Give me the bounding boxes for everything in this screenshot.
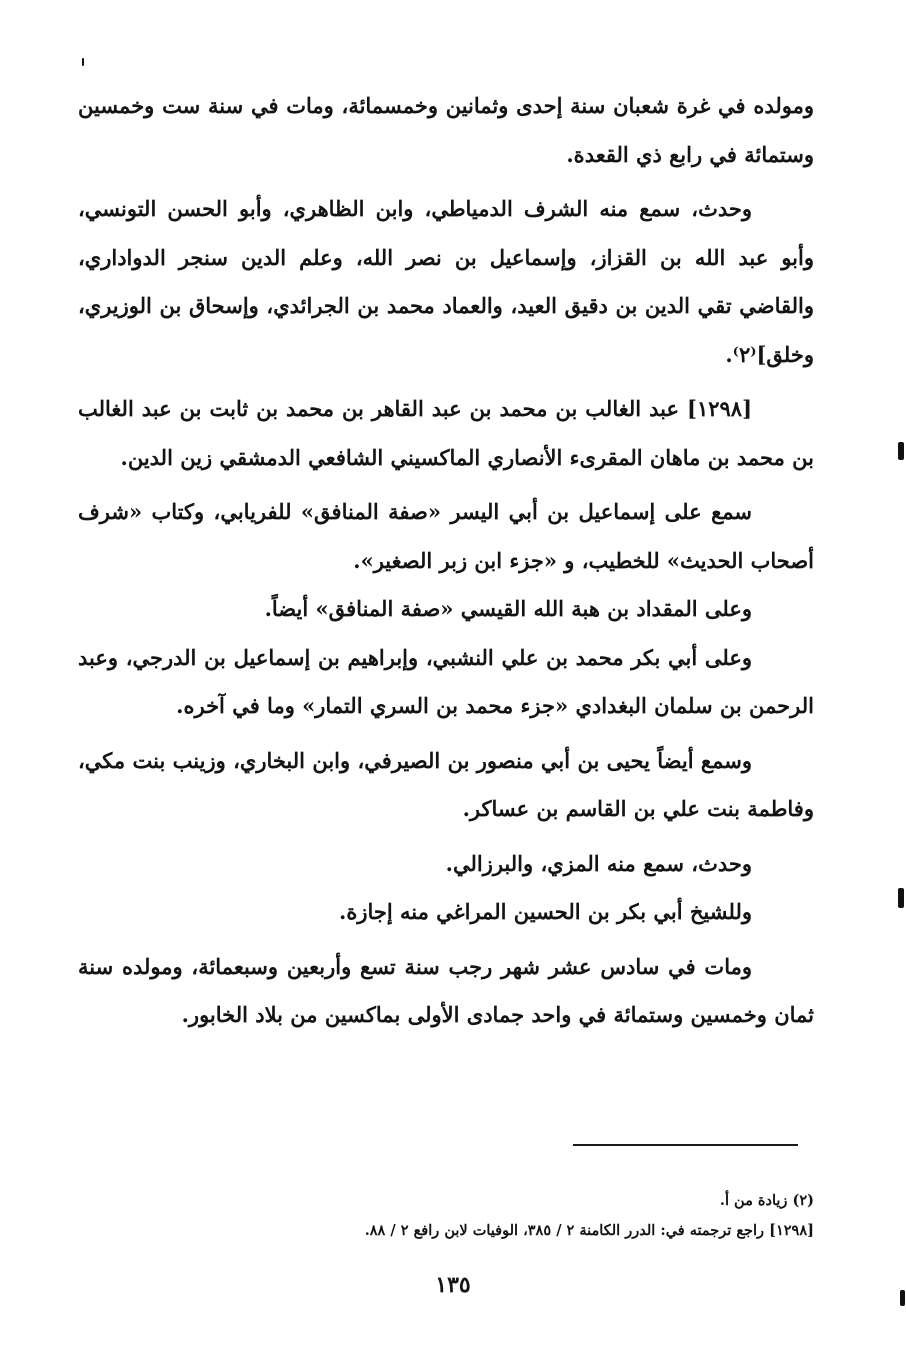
paragraph-9: وللشيخ أبي بكر بن الحسين المراغي منه إجازة. bbox=[339, 899, 752, 924]
paragraph-6: وعلى أبي بكر محمد بن علي النشبي، وإبراهيم بن إسماعيل بن الدرجي، وعبد الرحمن بن سلمان البغدادي «جزء محمد بن السري التمار» وما في آخره. bbox=[78, 644, 814, 718]
paragraph-4: سمع على إسماعيل بن أبي اليسر «صفة المنافق» للفريابي، وكتاب «شرف أصحاب الحديث» للخطيب، و «جزء ابن زبر الصغير». bbox=[78, 499, 814, 573]
paragraph-5: وعلى المقداد بن هبة الله القيسي «صفة المنافق» أيضاً. bbox=[264, 596, 752, 621]
footnote-1298: [١٢٩٨] راجع ترجمته في: الدرر الكامنة ٢ / ٣٨٥، الوفيات لابن رافع ٢ / ٨٨. bbox=[364, 1222, 814, 1239]
edge-mark bbox=[82, 58, 84, 66]
paragraph-8: وحدث، سمع منه المزي، والبرزالي. bbox=[445, 850, 752, 876]
paragraph-2: وحدث، سمع منه الشرف الدمياطي، وابن الظاهري، وأبو الحسن التونسي، وأبو عبد الله بن القزاز، وإسماعيل بن نصر الله، وعلم الدين سنجر الدواداري، والقاضي تقي الدين بن دقيق العيد، والعماد محمد بن الجرائدي، وإسحاق بن الوزيري، وخلق]⁽٢⁾. bbox=[78, 196, 814, 367]
paragraph-1: ومولده في غرة شعبان سنة إحدى وثمانين وخمسمائة، ومات في سنة ست وخمسين وستمائة في رابع ذي القعدة. bbox=[78, 93, 814, 167]
footnotes bbox=[120, 1186, 814, 1246]
footnote-divider bbox=[573, 1144, 798, 1146]
main-text bbox=[78, 82, 814, 1040]
paragraph-3-entry-1298: [١٢٩٨] عبد الغالب بن محمد بن عبد القاهر بن محمد بن ثابت بن عبد الغالب بن محمد بن ماهان المقرىء الأنصاري الماكسيني الشافعي الدمشقي زين الدين. bbox=[78, 396, 814, 470]
page-number: ١٣٥ bbox=[435, 1272, 471, 1298]
edge-mark bbox=[898, 442, 904, 460]
footnote-2: (٢) زيادة من أ. bbox=[719, 1192, 814, 1209]
edge-mark bbox=[898, 888, 904, 908]
edge-mark bbox=[900, 1290, 905, 1306]
paragraph-7: وسمع أيضاً يحيى بن أبي منصور بن الصيرفي، وابن البخاري، وزينب بنت مكي، وفاطمة بنت علي بن القاسم بن عساكر. bbox=[78, 747, 814, 821]
paragraph-10: ومات في سادس عشر شهر رجب سنة تسع وأربعين وسبعمائة، ومولده سنة ثمان وخمسين وستمائة في واحد جمادى الأولى بماكسين من بلاد الخابور. bbox=[78, 953, 814, 1027]
